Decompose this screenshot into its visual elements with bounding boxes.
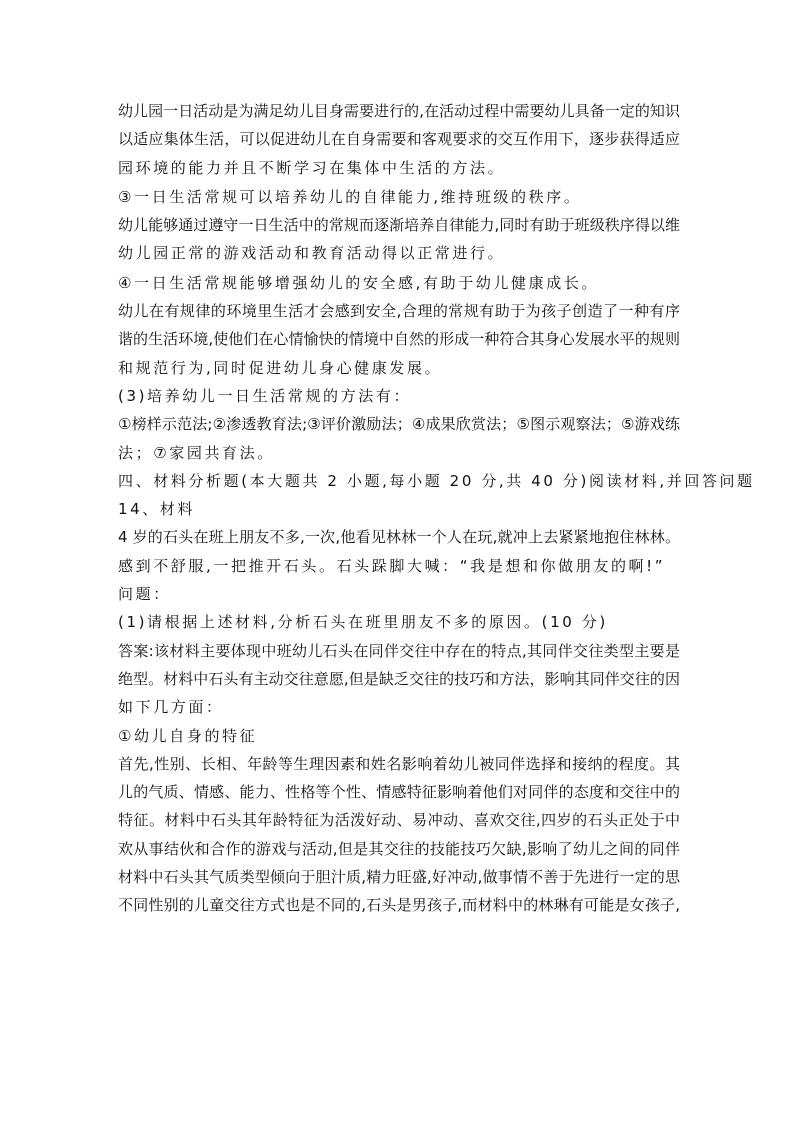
text-line: 感到不舒服,一把推开石头。石头跺脚大喊：“我是想和你做朋友的啊!” xyxy=(118,556,666,575)
text-line: 四、材料分析题(本大题共 2 小题,每小题 20 分,共 40 分)阅读材料,并回答问题 xyxy=(118,471,755,490)
text-line: 如下几方面： xyxy=(118,698,224,717)
text-line: 欢从事结伙和合作的游戏与活动,但是其交往的技能技巧欠缺,影响了幼儿之间的同伴 xyxy=(118,839,680,858)
text-line: ①幼儿自身的特征 xyxy=(118,726,258,745)
text-line: 不同性别的儿童交往方式也是不同的,石头是男孩子,而材料中的林琳有可能是女孩子, xyxy=(118,896,680,915)
text-line: 材料中石头其气质类型倾向于胆汁质,精力旺盛,好冲动,做事情不善于先进行一定的思 xyxy=(118,868,680,887)
text-line: 绝型。材料中石头有主动交往意愿,但是缺乏交往的技巧和方法，影响其同伴交往的因 xyxy=(118,669,680,688)
text-line: 答案:该材料主要体现中班幼儿石头在同伴交往中存在的特点,其同伴交往类型主要是 xyxy=(118,641,680,660)
text-line: 幼儿园一日活动是为满足幼儿目身需要进行的,在活动过程中需要幼儿具备一定的知识 xyxy=(118,102,680,120)
text-line: 幼儿园正常的游戏活动和教育活动得以正常进行。 xyxy=(118,244,506,263)
text-line: ③一日生活常规可以培养幼儿的自律能力,维持班级的秩序。 xyxy=(118,187,582,206)
text-line: ④一日生活常规能够增强幼儿的安全感,有助于幼儿健康成长。 xyxy=(118,273,600,292)
text-line: 儿的气质、情感、能力、性格等个性、情感特征影响着他们对同伴的态度和交往中的 xyxy=(118,783,680,802)
text-line: 和规范行为,同时促进幼儿身心健康发展。 xyxy=(118,358,443,377)
text-line: (3)培养幼儿一日生活常规的方法有： xyxy=(118,386,412,405)
text-line: 4 岁的石头在班上朋友不多,一次,他看见林林一个人在玩,就冲上去紧紧地抱住林林。 xyxy=(118,528,680,547)
text-line: ①榜样示范法;②渗透教育法;③评价激励法；④成果欣赏法；⑤图示观察法；⑤游戏练 xyxy=(118,415,680,434)
text-line: 以适应集体生活，可以促进幼儿在自身需要和客观要求的交互作用下，逐步获得适应 xyxy=(118,130,680,149)
text-line: 幼儿在有规律的环境里生活才会感到安全,合理的常规有助于为孩子创造了一种有序 xyxy=(118,302,680,321)
document-page xyxy=(118,97,755,920)
text-line: 幼儿能够通过遵守一日生活中的常规而逐渐培养自律能力,同时有助于班级秩序得以维 xyxy=(118,216,680,235)
text-line: 首先,性别、长相、年龄等生理因素和姓名影响着幼儿被同伴选择和接纳的程度。其 xyxy=(118,754,680,773)
text-line: 谐的生活环境,使他们在心情愉快的情境中自然的形成一种符合其身心发展水平的规则 xyxy=(118,330,680,349)
text-line: 问题： xyxy=(118,585,171,604)
text-line: 园环境的能力并且不断学习在集体中生活的方法。 xyxy=(118,158,506,177)
text-line: 14、材料 xyxy=(118,500,196,519)
text-line: (1)请根据上述材料,分析石头在班里朋友不多的原因。(10 分) xyxy=(118,613,608,632)
text-line: 法；⑦家园共育法。 xyxy=(118,443,275,462)
text-line: 特征。材料中石头其年龄特征为活泼好动、易冲动、喜欢交往,四岁的石头正处于中 xyxy=(118,811,680,830)
